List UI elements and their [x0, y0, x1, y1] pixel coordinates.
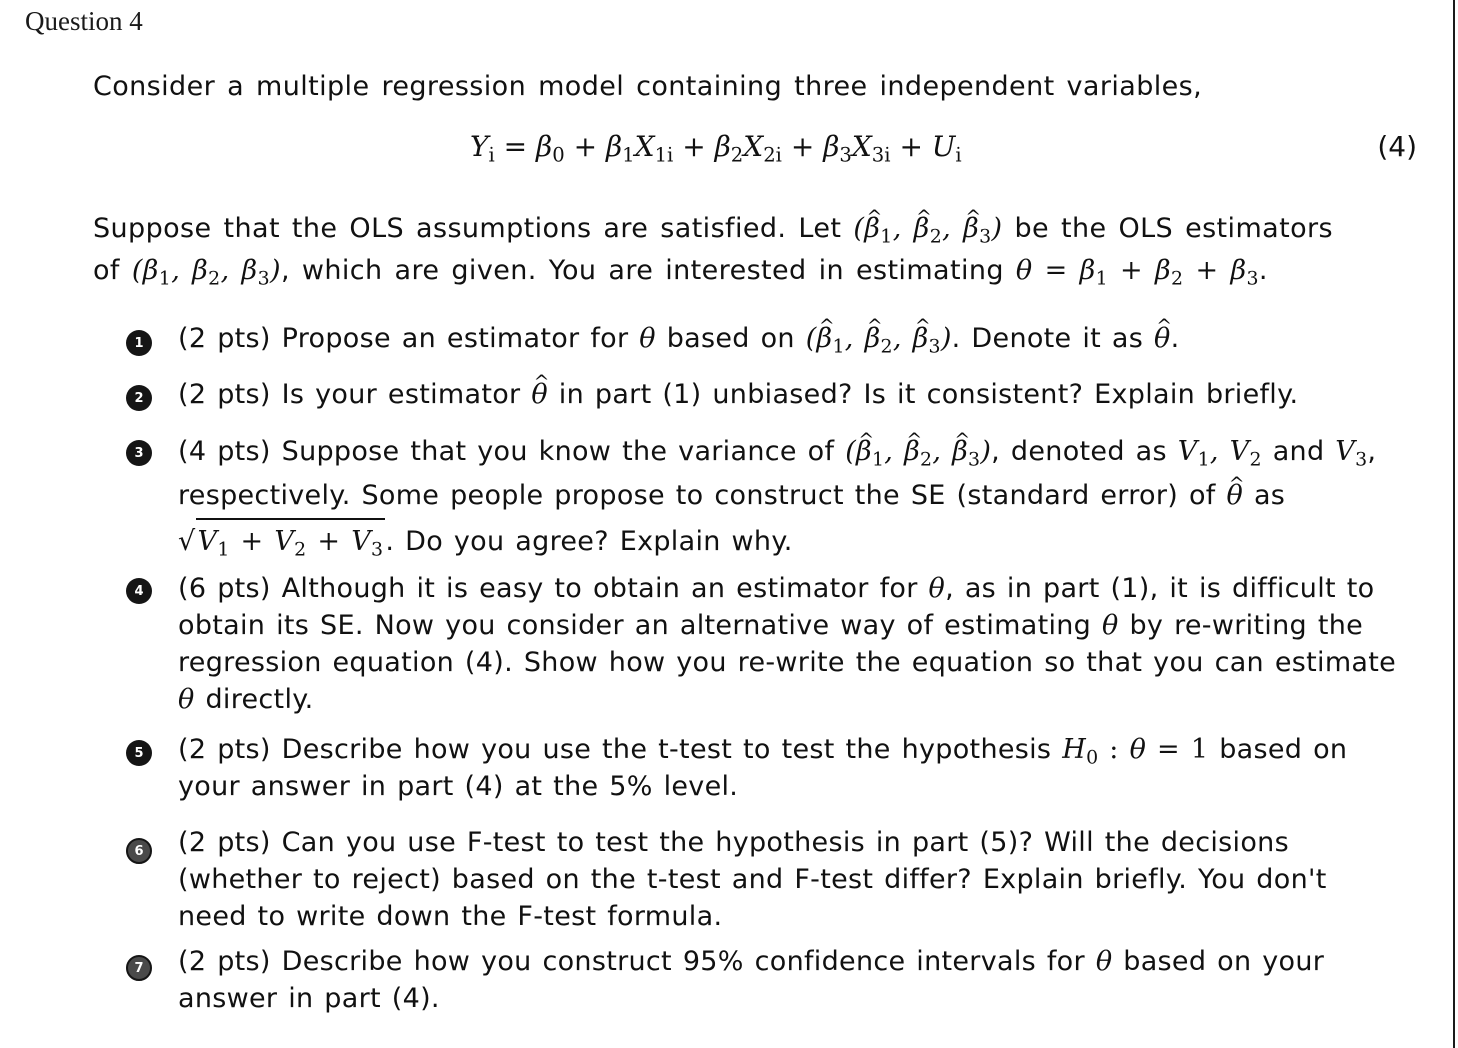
- question-item-7: (2 pts) Describe how you construct 95% confidence intervals for θ based on your answer in part (4).: [178, 946, 1325, 1014]
- question-item-1: (2 pts) Propose an estimator for θ based on (^ $\beta_1$, ^ $\beta_2$, ^ $\beta_3$). Denote it as ^ θ.: [178, 320, 1398, 357]
- item-marker-5: 5: [126, 740, 152, 766]
- assumption-paragraph: Suppose that the OLS assumptions are satisfied. Let (^ $\beta_1$, ^ $\beta_2$, ^ $\beta_3$) be the OLS estimators of ($\beta_1$, $\beta_2$, $\beta_3$), which are given. You are interested in estimating $\theta = \beta_1 + \beta_2 + \beta_3$.: [93, 208, 1393, 292]
- question-item-4: (6 pts) Although it is easy to obtain an estimator for θ, as in part (1), it is difficult to obtain its SE. Now you consider an alternative way of estimating θ by re-writing the regression equation (4). Show how you re-write the equation so that you can estimate θ directly.: [178, 573, 1397, 715]
- question-item-6: (2 pts) Can you use F-test to test the hypothesis in part (5)? Will the decisions (whether to reject) based on the t-test and F-test differ? Explain briefly. You don't need to write down the F-test formula.: [178, 827, 1327, 932]
- item-marker-6: 6: [126, 838, 152, 864]
- item-marker-2: 2: [126, 385, 152, 411]
- item-marker-1: 1: [126, 330, 152, 356]
- item-marker-7: 7: [126, 955, 152, 981]
- question-title: Question 4: [25, 6, 143, 36]
- intro-text: Consider a multiple regression model containing three independent variables,: [93, 71, 1203, 102]
- item-marker-4: 4: [126, 578, 152, 604]
- question-item-2: (2 pts) Is your estimator ^ θ in part (1) unbiased? Is it consistent? Explain briefly.: [178, 376, 1398, 413]
- equation-number: (4): [1377, 130, 1417, 163]
- question-item-3: (4 pts) Suppose that you know the variance of (^ $\beta_1$, ^ $\beta_2$, ^ $\beta_3$), denoted as $V_1$, $V_2$ and $V_3$, respectively. Some people propose to construct the SE (standard error) of ^ θ as $√V_1 + V_2 + V_3$. Do you agree? Explain why.: [178, 430, 1398, 564]
- question-item-5: (2 pts) Describe how you use the t-test to test the hypothesis $H_0$ : θ = 1 based on your answer in part (4) at the 5% level.: [178, 734, 1348, 802]
- regression-equation: [0, 130, 1458, 174]
- equation-body: $Y_i = \beta_0 + \beta_1X_{1i} + \beta_2X_{2i} + \beta_3X_{3i} + U_i$: [470, 130, 962, 167]
- item-marker-3: 3: [126, 440, 152, 466]
